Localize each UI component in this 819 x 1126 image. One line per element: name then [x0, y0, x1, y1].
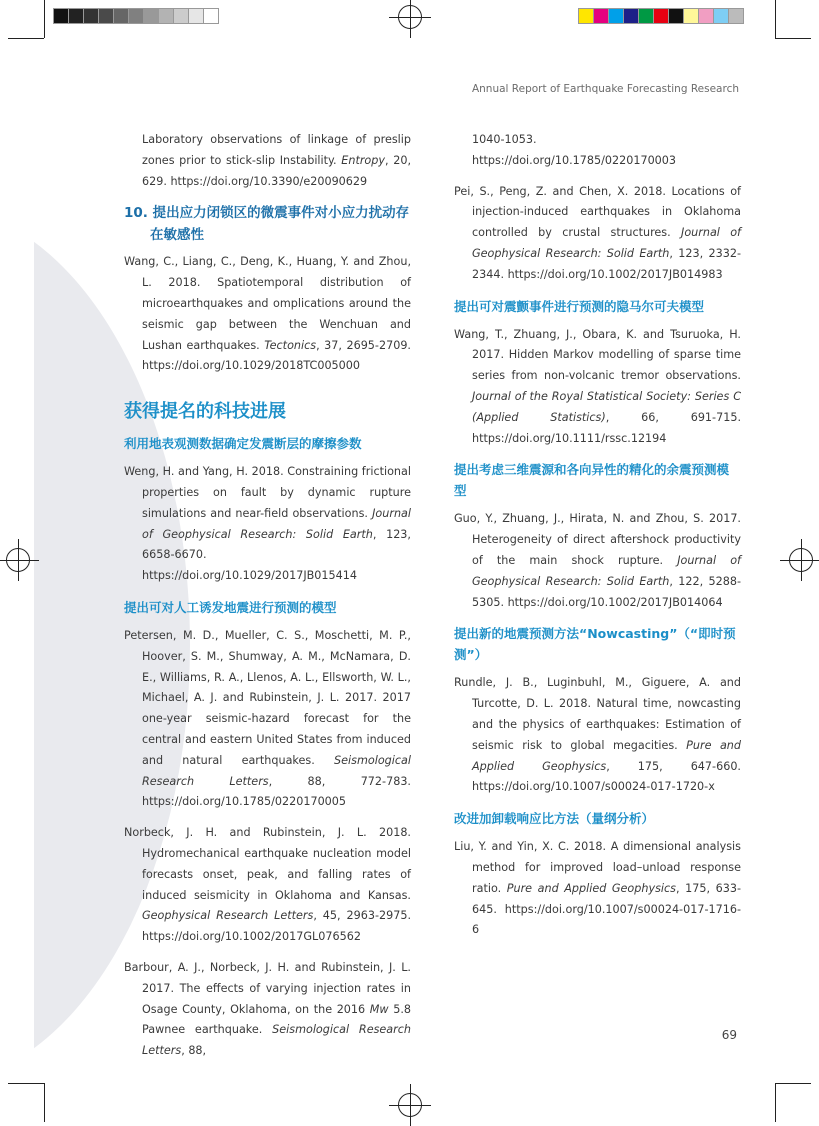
calibration-swatch: [713, 8, 729, 24]
reference-entry: Wang, T., Zhuang, J., Obara, K. and Tsuruoka, H. 2017. Hidden Markov modelling of sparse time series from non-volcanic tremor observations. Journal of the Royal Statistical Society: Series C (Applied Statistics), 66, 691-715. https://doi.org/10.1111/rssc.12194: [454, 327, 741, 445]
color-calibration-strip: [578, 8, 743, 24]
subsection-heading: 利用地表观测数据确定发震断层的摩擦参数: [124, 436, 362, 452]
calibration-swatch: [53, 8, 69, 24]
right-column: [454, 130, 741, 951]
crop-mark: [775, 0, 776, 38]
calibration-swatch: [143, 8, 159, 24]
page-number: 69: [721, 1028, 737, 1042]
subsection-heading: 提出可对震颤事件进行预测的隐马尔可夫模型: [454, 298, 705, 314]
calibration-swatch: [188, 8, 204, 24]
calibration-swatch: [593, 8, 609, 24]
section-heading: 10. 提出应力闭锁区的微震事件对小应力扰动存在敏感性: [124, 205, 410, 244]
reference-entry: Laboratory observations of linkage of preslip zones prior to stick-slip Instability. Entropy, 20, 629. https://doi.org/10.3390/e20090629: [142, 133, 412, 188]
crop-mark: [775, 1083, 776, 1122]
calibration-swatch: [638, 8, 654, 24]
registration-mark: [398, 1093, 422, 1117]
reference-entry: Barbour, A. J., Norbeck, J. H. and Rubinstein, J. L. 2017. The effects of varying injection rates in Osage County, Oklahoma, on the 2016 Mw 5.8 Pawnee earthquake. Seismological Research Letters, 88,: [124, 960, 411, 1058]
reference-entry: Norbeck, J. H. and Rubinstein, J. L. 2018. Hydromechanical earthquake nucleation model forecasts onset, peak, and falling rates of induced seismicity in Oklahoma and Kansas. Geophysical Research Letters, 45, 2963-2975. https://doi.org/10.1002/2017GL076562: [124, 826, 412, 944]
calibration-swatch: [83, 8, 99, 24]
calibration-swatch: [728, 8, 744, 24]
calibration-swatch: [203, 8, 219, 24]
reference-entry: Pei, S., Peng, Z. and Chen, X. 2018. Locations of injection-induced earthquakes in Oklahoma controlled by crustal structures. Journal of Geophysical Research: Solid Earth, 123, 2332-2344. https://doi.org/10.1002/2017JB014983: [454, 184, 741, 281]
crop-mark: [8, 38, 44, 39]
crop-mark: [8, 1083, 44, 1084]
calibration-swatch: [113, 8, 129, 24]
crop-mark: [775, 1083, 811, 1084]
calibration-swatch: [158, 8, 174, 24]
reference-entry: 1040-1053. https://doi.org/10.1785/0220170003: [472, 133, 677, 167]
calibration-swatch: [98, 8, 114, 24]
subsection-heading: 提出考虑三维震源和各向异性的精化的余震预测模型: [454, 462, 730, 499]
calibration-swatch: [608, 8, 624, 24]
reference-entry: Liu, Y. and Yin, X. C. 2018. A dimensional analysis method for improved load–unload response ratio. Pure and Applied Geophysics, 175, 633-645. https://doi.org/10.1007/s00024-017-1716-6: [454, 840, 741, 937]
subsection-heading: 改进加卸载响应比方法（量纲分析）: [454, 811, 655, 827]
reference-entry: Weng, H. and Yang, H. 2018. Constraining frictional properties on fault by dynamic rupture simulations and near-field observations. Journal of Geophysical Research: Solid Earth, 123, 6658-6670. https://doi.org/10.1029/2017JB015414: [124, 465, 411, 583]
subsection-heading: 提出新的地震预测方法“Nowcasting”（“即时预测”）: [454, 626, 736, 663]
crop-mark: [44, 1083, 45, 1122]
chapter-heading: 获得提名的科技进展: [124, 401, 286, 423]
reference-entry: Guo, Y., Zhuang, J., Hirata, N. and Zhou, S. 2017. Heterogeneity of direct aftershock productivity of the main shock rupture. Journal of Geophysical Research: Solid Earth, 122, 5288-5305. https://doi.org/10.1002/2017JB014064: [454, 512, 741, 609]
calibration-swatch: [173, 8, 189, 24]
grayscale-calibration-strip: [53, 8, 218, 24]
calibration-swatch: [578, 8, 594, 24]
running-header: Annual Report of Earthquake Forecasting Research: [471, 83, 739, 95]
crop-mark: [44, 0, 45, 38]
reference-entry: Petersen, M. D., Mueller, C. S., Moschetti, M. P., Hoover, S. M., Shumway, A. M., McNamara, D. E., Williams, R. A., Llenos, A. L., Ellsworth, W. L., Michael, A. J. and Rubinstein, J. L. 2017. 2017 one-year seismic-hazard forecast for the central and eastern United States from induced and natural earthquakes. Seismological Research Letters, 88, 772-783. https://doi.org/10.1785/0220170005: [124, 628, 411, 809]
calibration-swatch: [68, 8, 84, 24]
reference-entry: Rundle, J. B., Luginbuhl, M., Giguere, A. and Turcotte, D. L. 2018. Natural time, nowcasting and the physics of earthquakes: Estimation of seismic risk to global megacities. Pure and Applied Geophysics, 175, 647-660. https://doi.org/10.1007/s00024-017-1720-x: [454, 676, 741, 794]
left-column: [124, 130, 411, 1072]
registration-mark: [398, 5, 422, 29]
calibration-swatch: [623, 8, 639, 24]
calibration-swatch: [683, 8, 699, 24]
registration-mark: [6, 548, 30, 572]
calibration-swatch: [128, 8, 144, 24]
reference-entry: Wang, C., Liang, C., Deng, K., Huang, Y. and Zhou, L. 2018. Spatiotemporal distribution of microearthquakes and omplications around the seismic gap between the Wenchuan and Lushan earthquakes. Tectonics, 37, 2695-2709. https://doi.org/10.1029/2018TC005000: [124, 255, 411, 373]
subsection-heading: 提出可对人工诱发地震进行预测的模型: [124, 599, 337, 615]
calibration-swatch: [698, 8, 714, 24]
crop-mark: [775, 38, 811, 39]
registration-mark: [789, 548, 813, 572]
calibration-swatch: [653, 8, 669, 24]
calibration-swatch: [668, 8, 684, 24]
